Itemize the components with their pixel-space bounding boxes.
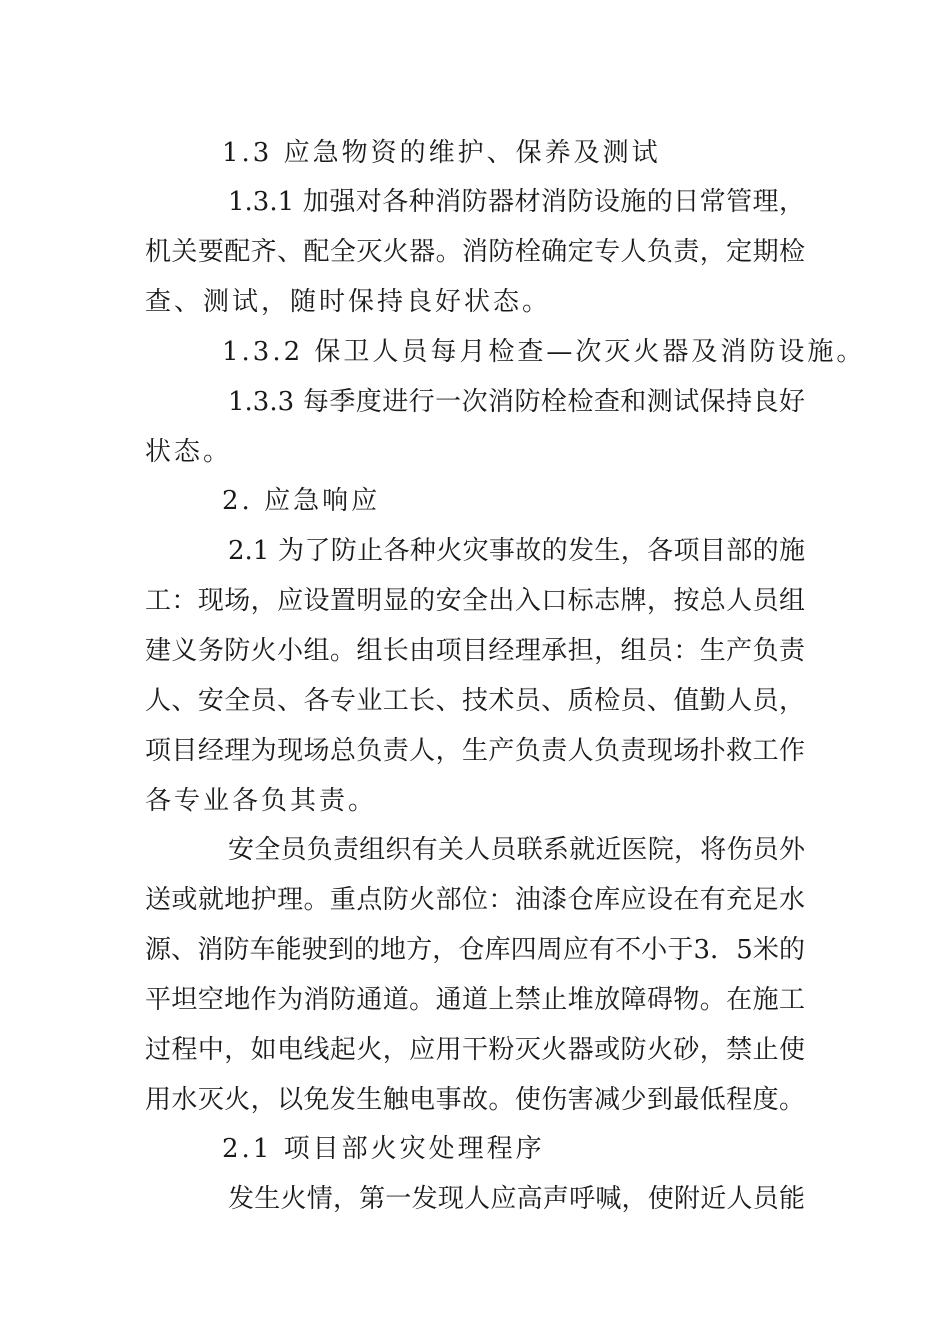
section-heading-2-1: 2.1 项目部火灾处理程序 — [222, 1134, 545, 1164]
paragraph-line: 机关要配齐、配全灭火器。消防栓确定专人负责，定期检 — [145, 237, 805, 267]
paragraph-line: 过程中，如电线起火，应用干粉灭火器或防火砂，禁止使 — [145, 1035, 805, 1065]
paragraph-line: 2.1 为了防止各种火灾事故的发生，各项目部的施 — [228, 536, 805, 566]
section-heading-1-3: 1.3 应急物资的维护、保养及测试 — [222, 138, 661, 168]
paragraph-line: 源、消防车能驶到的地方，仓库四周应有不小于3．5米的 — [145, 935, 805, 965]
paragraph-line: 查、测试，随时保持良好状态。 — [145, 287, 552, 317]
paragraph-line: 用水灭火，以免发生触电事故。使伤害减少到最低程度。 — [145, 1085, 805, 1115]
paragraph-line: 送或就地护理。重点防火部位：油漆仓库应设在有充足水 — [145, 885, 805, 915]
paragraph-line: 建义务防火小组。组长由项目经理承担，组员：生产负责 — [145, 636, 805, 666]
paragraph-line: 工：现场，应设置明显的安全出入口标志牌，按总人员组 — [145, 586, 805, 616]
paragraph-line: 发生火情，第一发现人应高声呼喊，使附近人员能 — [228, 1184, 805, 1214]
paragraph-line: 平坦空地作为消防通道。通道上禁止堆放障碍物。在施工 — [145, 985, 805, 1015]
paragraph-line: 1.3.3 每季度进行一次消防栓检查和测试保持良好 — [228, 387, 805, 417]
paragraph-line: 安全员负责组织有关人员联系就近医院，将伤员外 — [228, 835, 805, 865]
paragraph-line: 1.3.1 加强对各种消防器材消防设施的日常管理， — [228, 187, 805, 217]
section-heading-2: 2. 应急响应 — [222, 486, 381, 516]
paragraph-line: 人、安全员、各专业工长、技术员、质检员、值勤人员， — [145, 686, 805, 716]
paragraph-line: 状态。 — [145, 437, 233, 467]
paragraph-line: 项目经理为现场总负责人，生产负责人负责现场扑救工作 — [145, 736, 805, 766]
paragraph-line: 各专业各负其责。 — [145, 786, 378, 816]
paragraph-line: 1.3.2 保卫人员每月检查—次灭火器及消防设施。 — [222, 337, 866, 367]
